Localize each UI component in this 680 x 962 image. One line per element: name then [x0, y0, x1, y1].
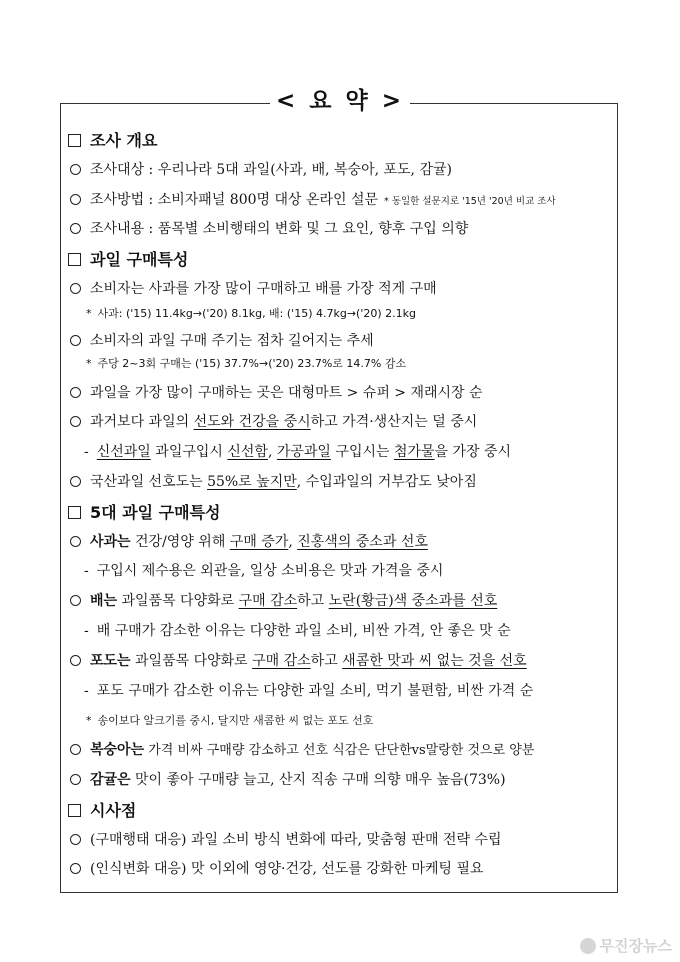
checkbox-square-icon — [68, 506, 81, 519]
checkbox-square-icon — [68, 253, 81, 266]
watermark: 무진장뉴스 — [580, 935, 672, 956]
bullet-survey-target: 조사대상 : 우리나라 5대 과일(사과, 배, 복숭아, 포도, 감귤) — [68, 156, 616, 186]
dash-grape-detail: - 포도 구매가 감소한 이유는 다양한 과일 소비, 먹기 불편함, 비싼 가격 순 — [84, 682, 534, 699]
footnote-cycle: * 주당 2~3회 구매는 ('15) 37.7%→('20) 23.7%로 14.7% 감소 — [86, 356, 407, 370]
dash-fresh-processed: - 신선과일 과일구입시 신선함, 가공과일 구입시는 첨가물을 가장 중시 — [84, 444, 512, 461]
dash-pear-detail: - 배 구매가 감소한 이유는 다양한 과일 소비, 비싼 가격, 안 좋은 맛 순 — [84, 622, 511, 639]
bullet-grape: 포도는 과일품목 다양화로 구매 감소하고 새콤한 맛과 씨 없는 것을 선호 — [68, 647, 616, 677]
section-heading-survey: 조사 개요 — [68, 126, 616, 156]
bullet-peach: 복숭아는 가격 비싸 구매량 감소하고 선호 식감은 단단한vs말랑한 것으로 양분 — [68, 736, 616, 766]
footnote-grape: * 송이보다 알크기를 중시, 달지만 새콤한 씨 없는 포도 선호 — [86, 714, 374, 728]
bullet-tangerine: 감귤은 맛이 좋아 구매량 늘고, 산지 직송 구매 의향 매우 높음(73%) — [68, 766, 616, 796]
circle-bullet-icon — [70, 744, 81, 755]
bullet-most-purchased: 소비자는 사과를 가장 많이 구매하고 배를 가장 적게 구매 — [68, 275, 616, 305]
circle-bullet-icon — [70, 536, 81, 547]
checkbox-square-icon — [68, 804, 81, 817]
bullet-purchase-response: (구매행태 대응) 과일 소비 방식 변화에 따라, 맞춤형 판매 전략 수립 — [68, 826, 616, 856]
footnote-volume: * 사과: ('15) 11.4kg→('20) 8.1kg, 배: ('15) 4.7kg→('20) 2.1kg — [86, 306, 416, 320]
bullet-apple: 사과는 건강/영양 위해 구매 증가, 진홍색의 중소과 선호 — [68, 528, 616, 558]
bullet-survey-content: 조사내용 : 품목별 소비행태의 변화 및 그 요인, 향후 구입 의향 — [68, 215, 616, 245]
section-heading-implications: 시사점 — [68, 796, 616, 826]
circle-bullet-icon — [70, 476, 81, 487]
bullet-domestic-preference: 국산과일 선호도는 55%로 높지만, 수입과일의 거부감도 낮아짐 — [68, 468, 616, 498]
bullet-purchase-place: 과일을 가장 많이 구매하는 곳은 대형마트 > 슈퍼 > 재래시장 순 — [68, 379, 616, 409]
circle-bullet-icon — [70, 335, 81, 346]
section-heading-purchase: 과일 구매특성 — [68, 245, 616, 275]
circle-bullet-icon — [70, 387, 81, 398]
circle-bullet-icon — [70, 774, 81, 785]
circle-bullet-icon — [70, 164, 81, 175]
bullet-pear: 배는 과일품목 다양화로 구매 감소하고 노란(황금)색 중소과를 선호 — [68, 587, 616, 617]
dash-apple-detail: - 구입시 제수용은 외관을, 일상 소비용은 맛과 가격을 중시 — [84, 563, 444, 580]
circle-bullet-icon — [70, 863, 81, 874]
circle-bullet-icon — [70, 194, 81, 205]
section-heading-five-fruits: 5대 과일 구매특성 — [68, 498, 616, 528]
circle-bullet-icon — [70, 223, 81, 234]
circle-bullet-icon — [70, 416, 81, 427]
circle-bullet-icon — [70, 283, 81, 294]
circle-bullet-icon — [70, 655, 81, 666]
checkbox-square-icon — [68, 134, 81, 147]
bullet-purchase-cycle: 소비자의 과일 구매 주기는 점차 길어지는 추세 — [68, 327, 616, 357]
bullet-perception-response: (인식변화 대응) 맛 이외에 영양·건강, 선도를 강화한 마케팅 필요 — [68, 855, 616, 885]
page-title: < 요 약 > — [270, 84, 410, 118]
logo-icon — [580, 938, 596, 954]
bullet-survey-method: 조사방법 : 소비자패널 800명 대상 온라인 설문 * 동일한 설문지로 '15년 '20년 비교 조사 — [68, 186, 616, 216]
summary-content — [68, 126, 616, 885]
circle-bullet-icon — [70, 595, 81, 606]
bullet-freshness: 과거보다 과일의 선도와 건강을 중시하고 가격·생산지는 덜 중시 — [68, 408, 616, 438]
circle-bullet-icon — [70, 834, 81, 845]
